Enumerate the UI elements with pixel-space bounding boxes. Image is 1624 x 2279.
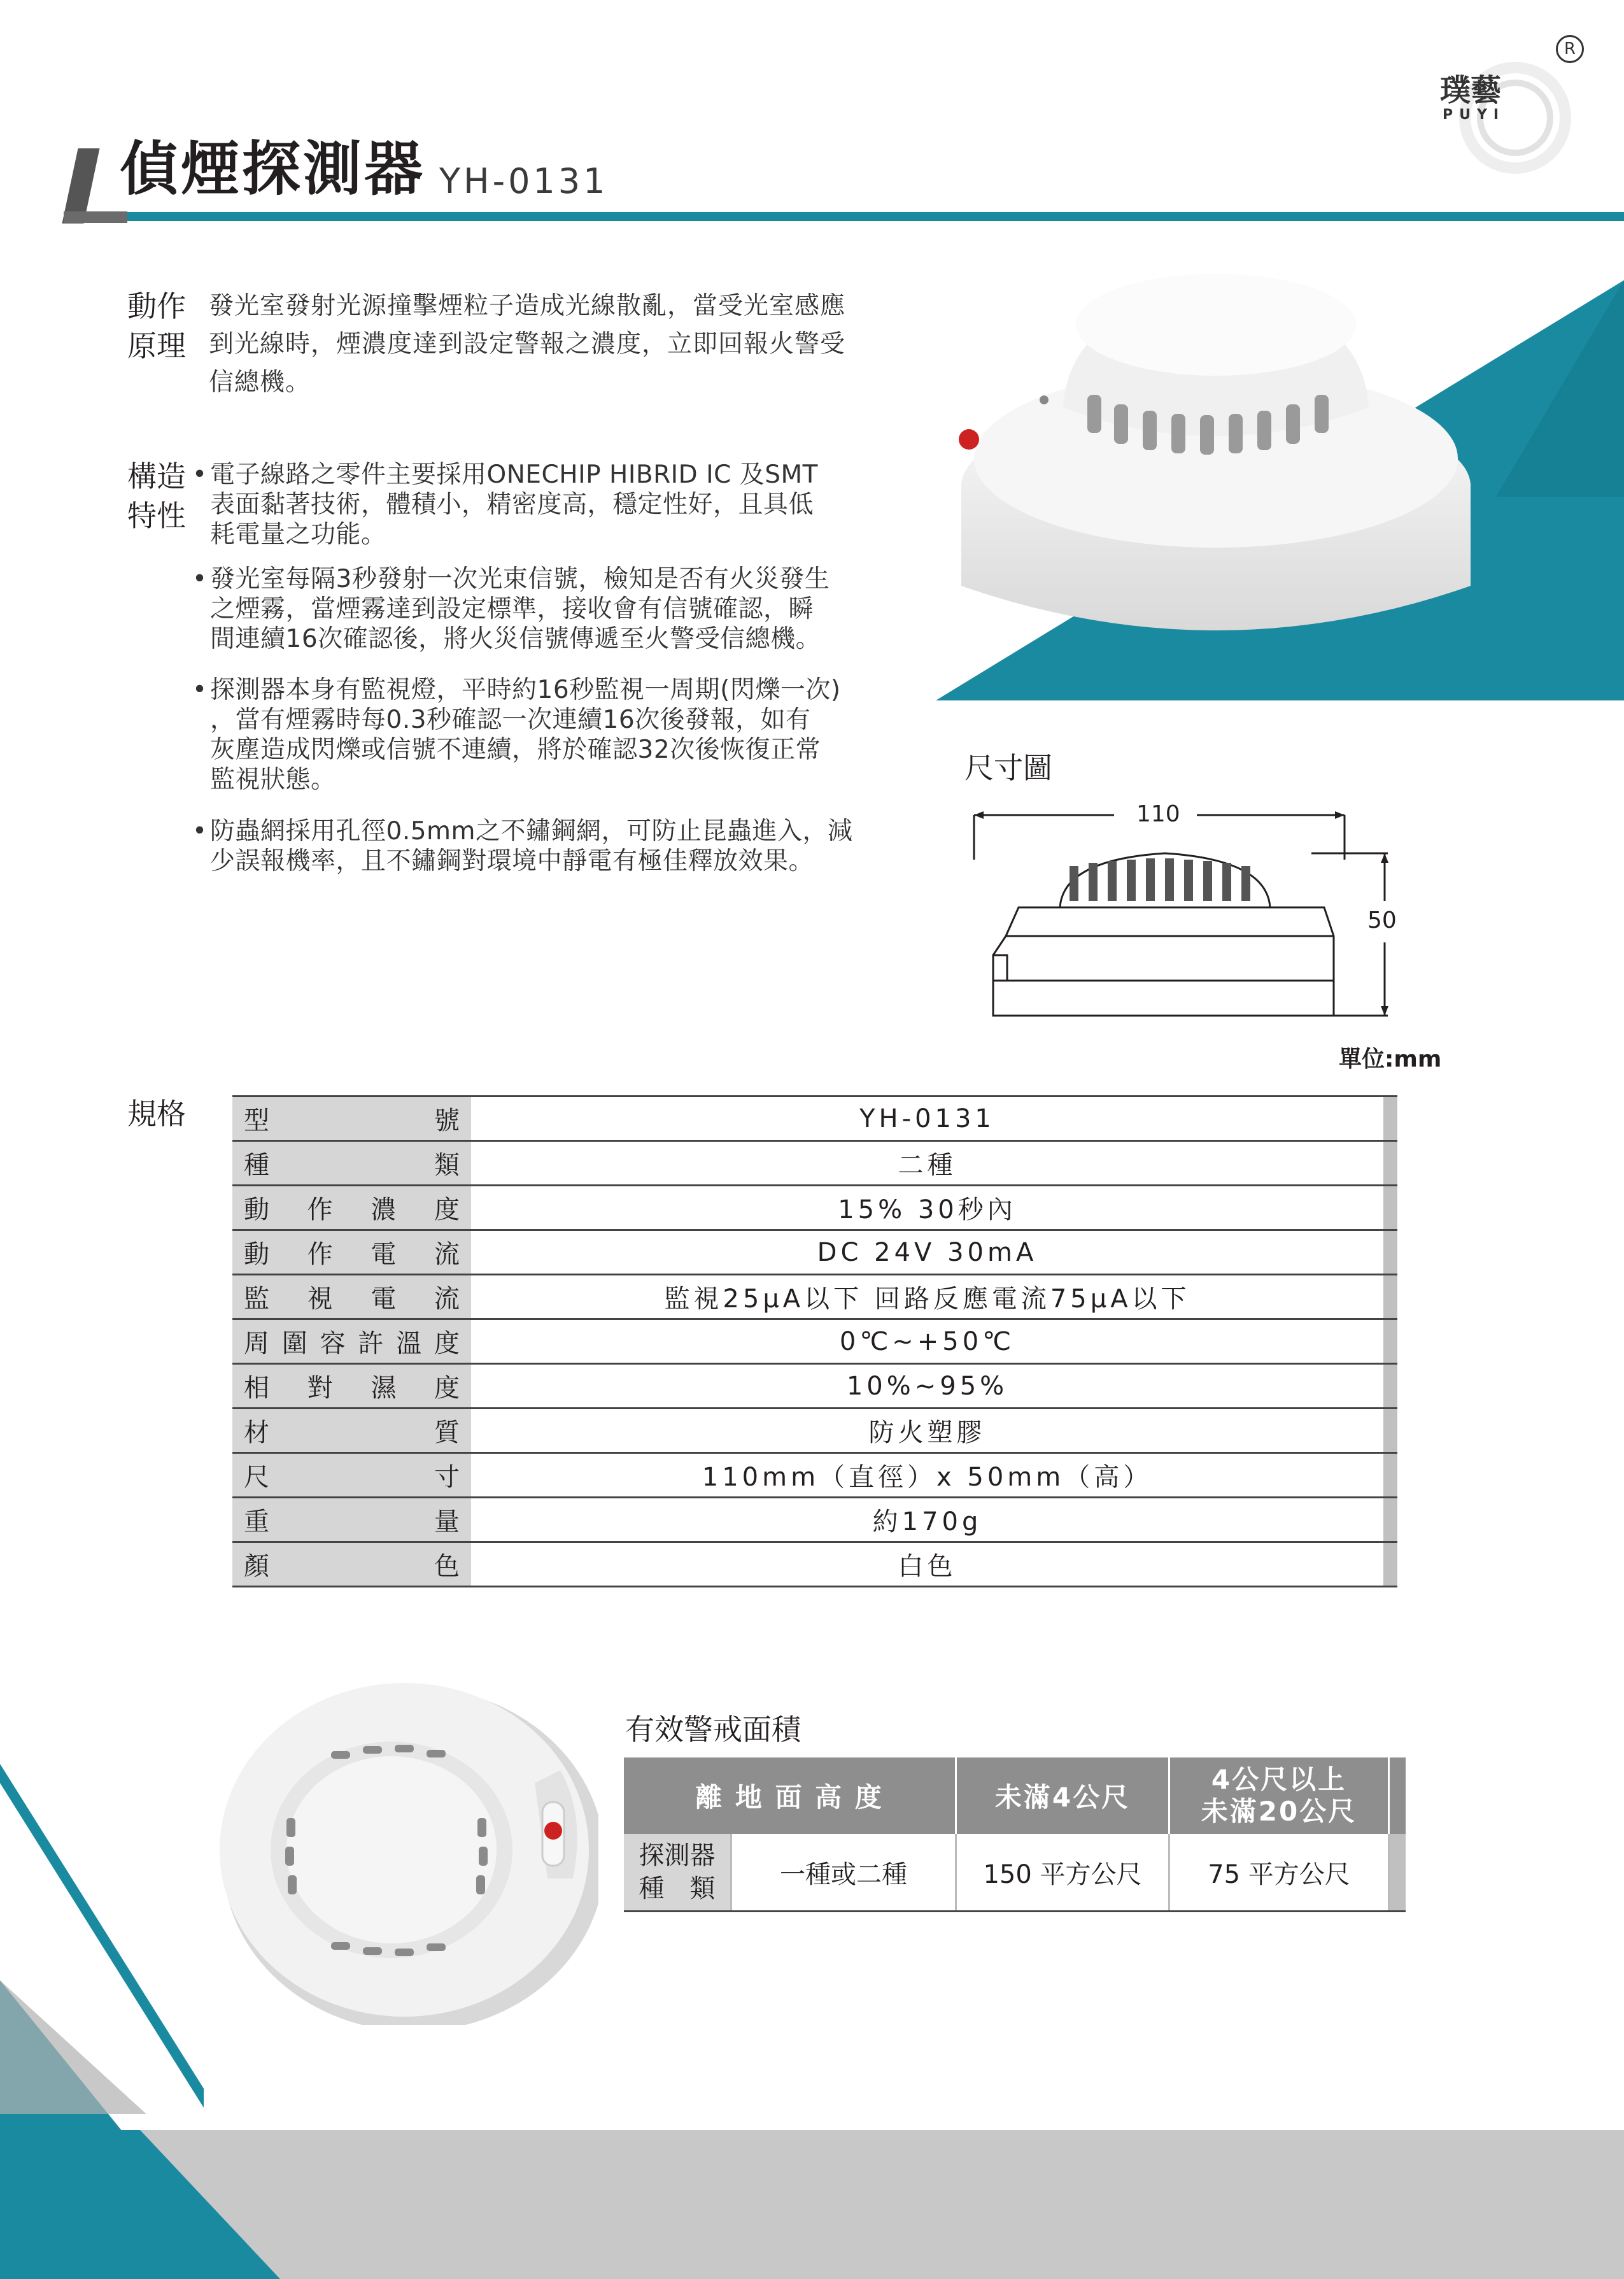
spec-key-char: 相 [244,1374,269,1403]
registered-mark: R [1556,35,1584,63]
spec-key-char: 視 [307,1284,333,1314]
spec-row [232,1319,1397,1364]
spec-edge [1383,1542,1397,1587]
coverage-cell: 150 平方公尺 [956,1834,1169,1912]
brand-logo-sub: PUYI [1443,107,1506,123]
spec-row [232,1230,1397,1275]
spec-key [232,1230,471,1275]
coverage-cell: 一種或二種 [731,1834,956,1912]
operation-label [127,287,186,366]
spec-key-char: 號 [434,1106,460,1135]
spec-key-char: 流 [434,1284,460,1314]
spec-edge [1383,1453,1397,1498]
spec-key-char: 作 [307,1195,333,1225]
feature-item [210,675,904,795]
spec-key-char: 電 [371,1284,397,1314]
coverage-edge [1389,1757,1406,1834]
spec-key-chars [244,1457,460,1493]
coverage-row-head-line: 種 類 [639,1874,716,1903]
spec-value: 防火塑膠 [471,1409,1383,1453]
spec-key [232,1275,471,1319]
feature-line: 間連續16次確認後，將火災信號傳遞至火警受信總機。 [210,625,821,653]
spec-key-char: 寸 [434,1463,460,1492]
spec-key [232,1364,471,1409]
spec-key-char: 對 [307,1374,333,1403]
product-photo-top [204,1668,598,2025]
coverage-header-line: 未滿20公尺 [1201,1796,1357,1827]
spec-row [232,1542,1397,1587]
feature-line: 之煙霧，當煙霧達到設定標準，接收會有信號確認，瞬 [210,595,814,623]
coverage-header-row [624,1757,1406,1834]
spec-key-char: 流 [434,1240,460,1269]
spec-key-char: 質 [434,1418,460,1447]
spec-key-chars [244,1189,460,1226]
spec-value: 110mm（直徑）x 50mm（高） [471,1453,1383,1498]
spec-key-char: 度 [434,1195,460,1225]
dimension-drawing [955,790,1413,1032]
spec-edge [1383,1186,1397,1230]
spec-key-chars [244,1234,460,1270]
operation-label-line: 原理 [127,329,186,363]
operation-line: 到光線時，煙濃度達到設定警報之濃度，立即回報火警受 [209,330,846,359]
feature-line: • 防蟲網採用孔徑0.5mm之不鏽鋼網，可防止昆蟲進入，減 [210,817,853,846]
feature-line: 少誤報機率，且不鏽鋼對環境中靜電有極佳釋放效果。 [210,847,814,876]
spec-edge [1383,1097,1397,1141]
spec-key-chars [244,1279,460,1315]
spec-key-char: 度 [434,1329,460,1358]
spec-key-char: 周 [244,1329,269,1358]
spec-key-char: 度 [434,1374,460,1403]
dimension-title: 尺寸圖 [964,751,1052,785]
features-label-line: 構造 [127,459,186,493]
spec-key-char: 色 [434,1552,460,1581]
coverage-row [624,1834,1406,1912]
spec-value: 約170g [471,1498,1383,1542]
spec-key-char: 尺 [244,1463,269,1492]
spec-key-char: 濃 [371,1195,397,1225]
spec-key-char: 動 [244,1195,269,1225]
spec-table [232,1095,1397,1587]
spec-value: DC 24V 30mA [471,1230,1383,1275]
feature-line: 灰塵造成閃爍或信號不連續，將於確認32次後恢復正常 [210,735,821,764]
spec-value: 白色 [471,1542,1383,1587]
feature-item [210,816,904,876]
coverage-header-cell: 未滿4公尺 [956,1757,1169,1834]
spec-key-char: 作 [307,1240,333,1269]
spec-key [232,1498,471,1542]
spec-edge [1383,1364,1397,1409]
spec-edge [1383,1141,1397,1186]
coverage-row-head-line: 探測器 [639,1841,716,1870]
spec-value: 監視25μA以下 回路反應電流75μA以下 [471,1275,1383,1319]
spec-key-chars [244,1368,460,1404]
spec-key-char: 圍 [281,1329,307,1358]
spec-key-chars [244,1100,460,1137]
spec-row [232,1186,1397,1230]
spec-key [232,1141,471,1186]
spec-key-char: 許 [358,1329,384,1358]
spec-key-char: 型 [244,1106,269,1135]
spec-key-chars [244,1412,460,1449]
operation-text [209,290,922,399]
spec-key-char: 顏 [244,1552,269,1581]
title-rule-grey [64,211,127,223]
spec-key [232,1186,471,1230]
spec-row [232,1141,1397,1186]
spec-key-char: 量 [434,1507,460,1537]
feature-line: • 發光室每隔3秒發射一次光束信號，檢知是否有火災發生 [210,565,830,593]
spec-value: 二種 [471,1141,1383,1186]
feature-line: • 探測器本身有監視燈，平時約16秒監視一周期(閃爍一次) [210,676,841,704]
product-photo-side [917,255,1490,688]
spec-row [232,1409,1397,1453]
operation-label-line: 動作 [127,289,186,323]
spec-key-char: 電 [371,1240,397,1269]
spec-key-char: 動 [244,1240,269,1269]
feature-line: ，當有煙霧時每0.3秒確認一次連續16次後發報，如有 [210,706,811,734]
operation-line: 信總機。 [209,368,311,397]
spec-key-chars [244,1546,460,1582]
feature-line: 監視狀態。 [210,765,336,794]
spec-edge [1383,1230,1397,1275]
brand-logo-text: 璞藝 [1440,73,1502,108]
spec-key-char: 容 [320,1329,346,1358]
feature-line: 耗電量之功能。 [210,520,386,549]
spec-key [232,1453,471,1498]
spec-row [232,1453,1397,1498]
spec-key-chars [244,1502,460,1538]
feature-line: • 電子線路之零件主要採用ONECHIP HIBRID IC 及SMT [210,460,818,489]
spec-label: 規格 [127,1097,186,1131]
spec-value: 0℃~+50℃ [471,1319,1383,1364]
operation-line: 發光室發射光源撞擊煙粒子造成光線散亂，當受光室感應 [209,292,846,320]
spec-key-chars [244,1145,460,1181]
coverage-cell: 75 平方公尺 [1169,1834,1389,1912]
spec-key-chars [244,1323,460,1360]
bottom-teal-wedge [0,2130,280,2279]
feature-line: 表面黏著技術，體積小，精密度高，穩定性好，且具低 [210,490,814,519]
spec-key-char: 濕 [371,1374,397,1403]
spec-key-char: 重 [244,1507,269,1537]
spec-key [232,1319,471,1364]
dimension-height: 50 [1367,907,1397,934]
grey-shape-left [0,1980,146,2114]
coverage-title: 有效警戒面積 [625,1712,801,1747]
spec-value: YH-0131 [471,1097,1383,1141]
spec-edge [1383,1409,1397,1453]
coverage-table [624,1757,1406,1912]
spec-edge [1383,1498,1397,1542]
spec-key-char: 類 [434,1151,460,1180]
title-rule [102,212,1624,221]
spec-edge [1383,1275,1397,1319]
spec-key [232,1097,471,1141]
spec-key [232,1542,471,1587]
spec-row [232,1275,1397,1319]
spec-row [232,1498,1397,1542]
coverage-header-cell [1169,1757,1389,1834]
dimension-width: 110 [1136,801,1180,827]
coverage-edge [1389,1834,1406,1912]
spec-key-char: 種 [244,1151,269,1180]
coverage-header-cell: 離 地 面 高 度 [624,1757,956,1834]
feature-item [210,460,904,550]
spec-row [232,1097,1397,1141]
spec-key-char: 溫 [396,1329,422,1358]
spec-key-char: 監 [244,1284,269,1314]
dimension-unit: 單位:mm [1339,1046,1442,1072]
spec-value: 10%~95% [471,1364,1383,1409]
spec-key [232,1409,471,1453]
spec-key-char: 材 [244,1418,269,1447]
feature-item [210,564,904,654]
spec-edge [1383,1319,1397,1364]
features-label-line: 特性 [127,499,186,533]
features-label [127,457,186,536]
spec-value: 15% 30秒內 [471,1186,1383,1230]
spec-row [232,1364,1397,1409]
page-title: 偵煙探測器 [120,135,426,203]
coverage-row-head [624,1834,731,1912]
coverage-header-line: 4公尺以上 [1211,1764,1347,1795]
page-model: YH-0131 [439,161,609,201]
